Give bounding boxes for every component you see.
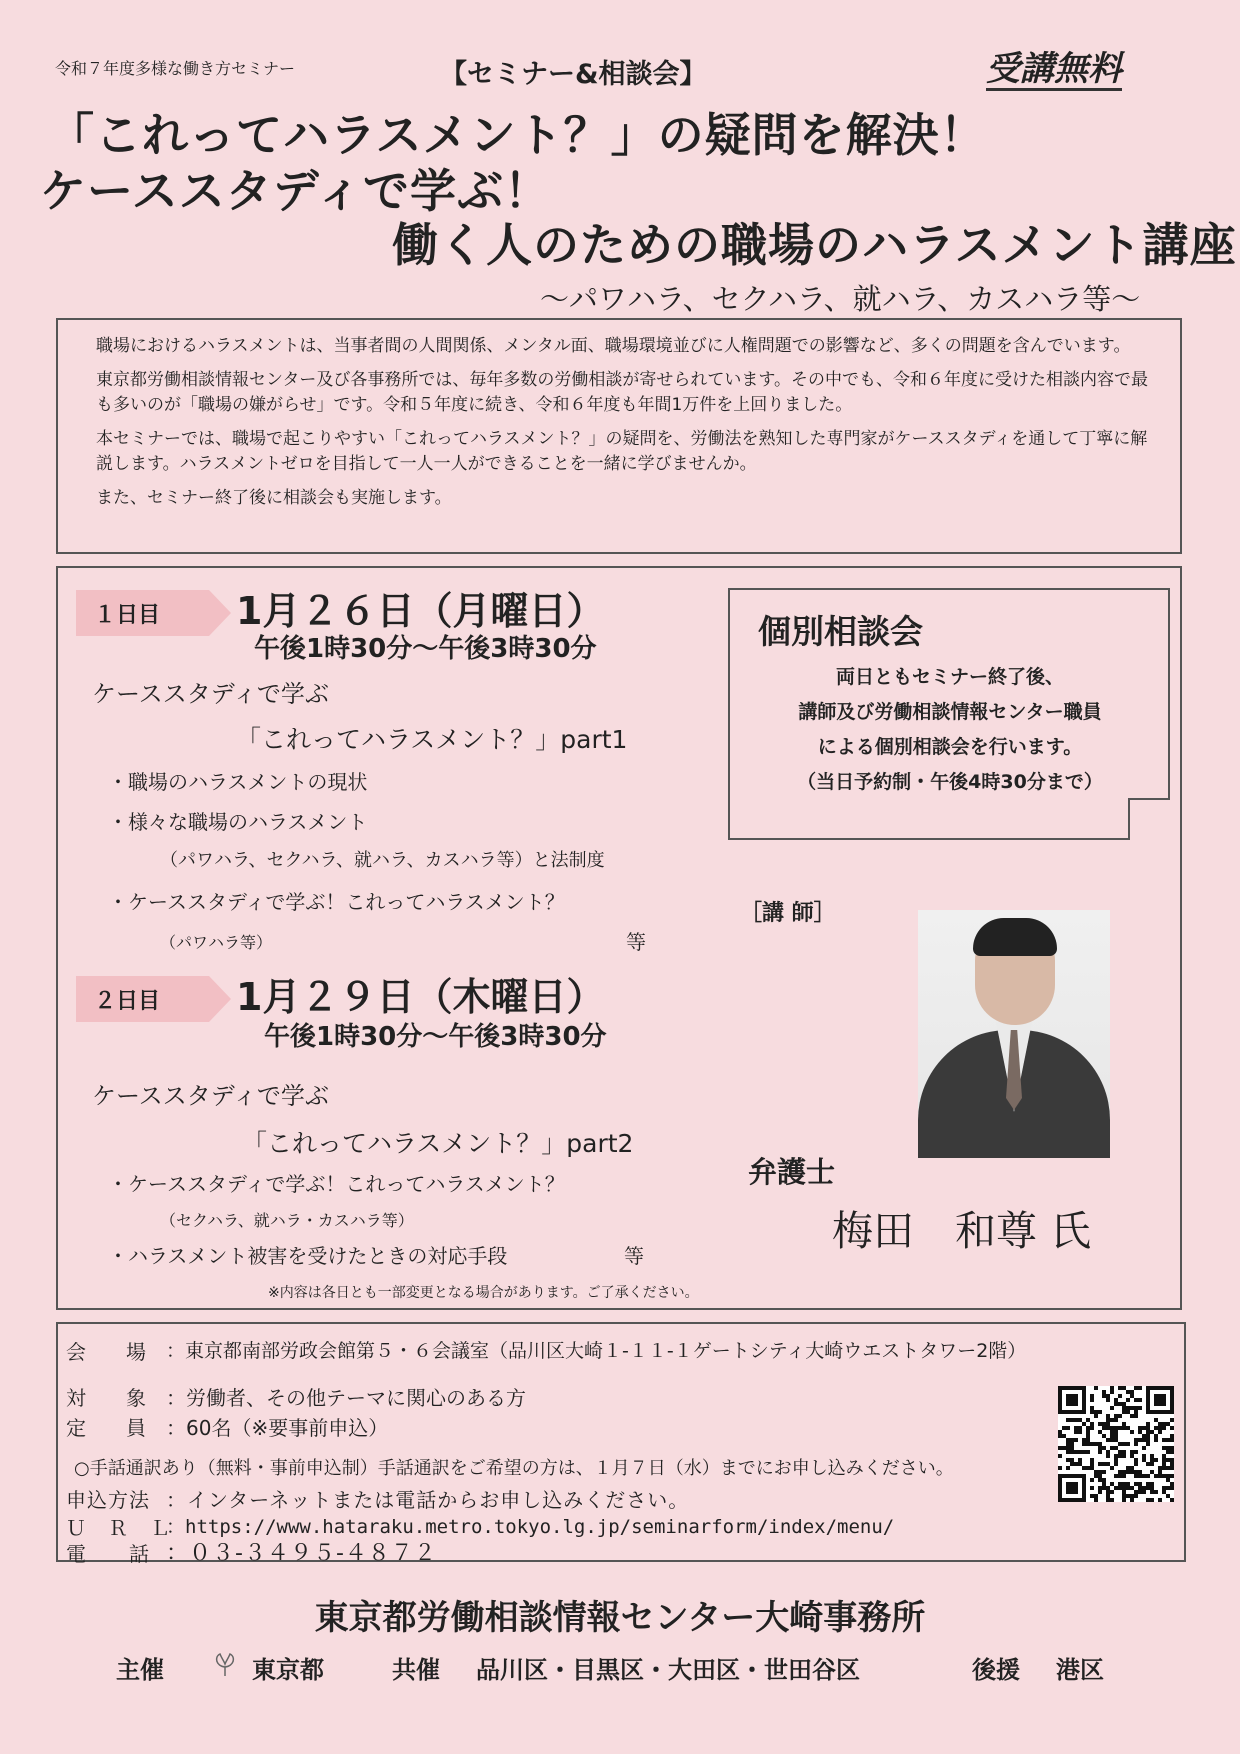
- intro-paragraph: 職場におけるハラスメントは、当事者間の人間関係、メンタル面、職場環境並びに人権問題での影響など、多くの問題を含んでいます。: [96, 336, 1131, 356]
- day2-time: 午後1時30分～午後3時30分: [264, 1022, 607, 1052]
- photo-hair: [973, 918, 1057, 956]
- title-line-3: 働く人のための職場のハラスメント講座: [392, 218, 1237, 272]
- day1-badge-label: １日目: [94, 602, 161, 628]
- venue-label: 会 場: [66, 1340, 146, 1364]
- url-link[interactable]: ：https://www.hataraku.metro.tokyo.lg.jp/seminarform/index/menu/: [166, 1516, 895, 1538]
- consultation-body: [730, 660, 1170, 800]
- lecturer-photo: [918, 910, 1110, 1158]
- venue-value: ：東京都南部労政会館第５・６会議室（品川区大崎１-１１-１ゲートシティ大崎ウエストタワー2階）: [166, 1340, 1027, 1362]
- capacity-label: 定 員: [66, 1416, 146, 1440]
- day2-badge-label: ２日目: [94, 988, 161, 1014]
- day1-bullet-sub: （パワハラ等）: [160, 933, 273, 952]
- change-note: ※内容は各日とも一部変更となる場合があります。ご了承ください。: [268, 1285, 699, 1301]
- day1-bullet: ・ケーススタディで学ぶ！これってハラスメント？: [108, 890, 565, 914]
- free-badge: 受講無料: [986, 49, 1122, 89]
- day1-bullet: ・職場のハラスメントの現状: [108, 770, 368, 794]
- consultation-line: （当日予約制・午後4時30分まで）: [797, 771, 1103, 793]
- url-label: Ｕ Ｒ Ｌ: [66, 1516, 171, 1540]
- day2-topic-title: 「これってハラスメント？」part2: [242, 1129, 634, 1158]
- day2-bullet: ・ケーススタディで学ぶ！これってハラスメント？: [108, 1172, 565, 1196]
- organization-name: 東京都労働相談情報センター大崎事務所: [314, 1598, 926, 1638]
- subtitle: ～パワハラ、セクハラ、就ハラ、カスハラ等～: [540, 282, 1141, 316]
- support-label: 後援: [972, 1656, 1020, 1684]
- day1-date: 1月２６日（月曜日）: [236, 589, 605, 633]
- support-value: 港区: [1056, 1656, 1104, 1684]
- consultation-line: 講師及び労働相談情報センター職員: [798, 701, 1102, 723]
- title-line-1: 「これってハラスメント？」の疑問を解決！: [48, 108, 987, 162]
- tokyo-logo-icon: [210, 1650, 240, 1680]
- intro-paragraph: 東京都労働相談情報センター及び各事務所では、毎年多数の労働相談が寄せられています。その中でも、令和６年度に受けた相談内容で最も多いのが「職場の嫌がらせ」です。令和５年度に続き、令和６年度も年間1万件を上回りました。: [96, 370, 1148, 415]
- apply-value: ：インターネットまたは電話からお申し込みください。: [166, 1488, 690, 1512]
- intro-paragraph: また、セミナー終了後に相談会も実施します。: [96, 488, 452, 508]
- cohost-label: 共催: [392, 1656, 440, 1684]
- consultation-title: 個別相談会: [758, 612, 923, 651]
- day1-badge: [76, 590, 209, 636]
- host-label: 主催: [116, 1656, 164, 1684]
- lecturer-name: 梅田 和尊 氏: [832, 1207, 1092, 1255]
- sign-language-note: ○手話通訳あり（無料・事前申込制）手話通訳をご希望の方は、１月７日（水）までにお申し込みください。: [74, 1458, 954, 1479]
- target-value: ：労働者、その他テーマに関心のある方: [166, 1386, 526, 1410]
- day1-bullet-sub: （パワハラ、セクハラ、就ハラ、カスハラ等）と法制度: [160, 850, 605, 871]
- apply-label: 申込方法: [66, 1488, 150, 1512]
- day1-topic-title: 「これってハラスメント？」part1: [236, 725, 628, 754]
- seminar-tag: 【セミナー&相談会】: [440, 59, 707, 90]
- cohost-value: 品川区・目黒区・大田区・世田谷区: [476, 1656, 860, 1684]
- info-box: [56, 1322, 1186, 1566]
- lecturer-title: 弁護士: [748, 1155, 836, 1189]
- day2-badge: [76, 976, 209, 1022]
- intro-box: [56, 318, 1182, 554]
- day2-etc: 等: [624, 1244, 644, 1268]
- series-label: 令和７年度多様な働き方セミナー: [55, 59, 296, 78]
- target-label: 対 象: [66, 1386, 146, 1410]
- title-line-2: ケーススタディで学ぶ！: [40, 164, 552, 218]
- day1-topic: ケーススタディで学ぶ: [92, 680, 329, 708]
- capacity-value: ：60名（※要事前申込）: [166, 1416, 389, 1440]
- day2-date: 1月２９日（木曜日）: [236, 975, 605, 1019]
- day1-bullet: ・様々な職場のハラスメント: [108, 810, 368, 834]
- consultation-line: による個別相談会を行います。: [817, 736, 1083, 758]
- tel-label: 電 話: [66, 1542, 150, 1566]
- host-value: 東京都: [252, 1656, 324, 1684]
- day2-topic: ケーススタディで学ぶ: [92, 1082, 329, 1110]
- day2-bullet: ・ハラスメント被害を受けたときの対応手段: [108, 1244, 508, 1268]
- day1-time: 午後1時30分～午後3時30分: [254, 634, 597, 664]
- day1-etc: 等: [626, 930, 646, 954]
- consultation-line: 両日ともセミナー終了後、: [835, 666, 1064, 688]
- lecturer-label: ［講 師］: [740, 901, 836, 926]
- intro-paragraph: 本セミナーでは、職場で起こりやすい「これってハラスメント？」の疑問を、労働法を熟知した専門家がケーススタディを通して丁寧に解説します。ハラスメントゼロを目指して一人一人ができることを一緒に学びませんか。: [96, 429, 1148, 474]
- consultation-box: [728, 588, 1170, 840]
- qr-code[interactable]: [1058, 1386, 1174, 1502]
- tel-value: ：０３-３４９５-４８７２: [166, 1541, 437, 1566]
- day2-bullet-sub: （セクハラ、就ハラ・カスハラ等）: [160, 1211, 414, 1230]
- page-curl-decoration: [1128, 798, 1170, 840]
